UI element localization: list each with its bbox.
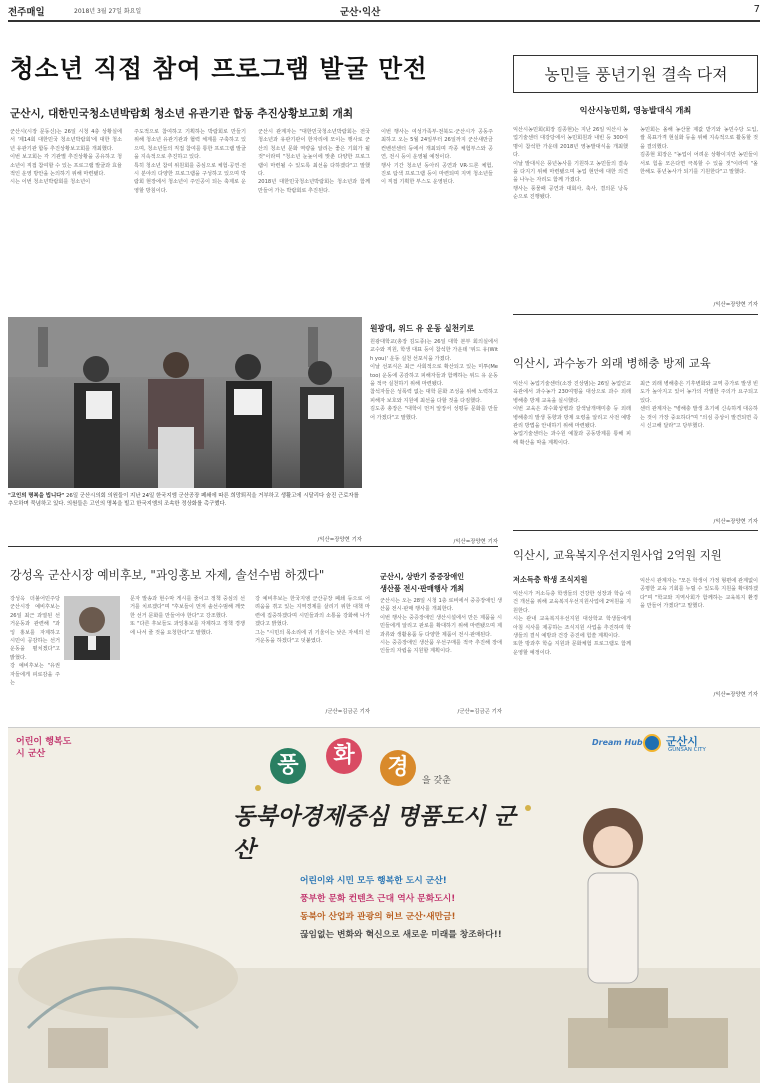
kang-col-2: 문자 발송과 현수막 게시를 줄이고 정책 중심의 선거를 치르겠다"며 "후보들이 먼저 솔선수범해 깨끗한 선거 문화를 만들어야 한다"고 강조했다. 또 "다른 후보들도 과잉홍보를 자제하고 정책 경쟁에 나서 줄 것을 요청한다"고 말했다. bbox=[130, 596, 245, 636]
ad-line-1: 어린이와 시민 모두 행복한 도시 군산! bbox=[300, 876, 447, 886]
wonkwang-title: 원광대, 위드 유 운동 실천키로 bbox=[370, 324, 475, 333]
ad-line-4: 끊임없는 변화와 혁신으로 새로운 미래를 창조하다!! bbox=[300, 930, 502, 940]
wonkwang-byline: /익산=장양현 기자 bbox=[453, 539, 498, 545]
issue-date: 2018년 3월 27일 화요일 bbox=[74, 8, 142, 15]
edu-subtitle: 저소득층 학생 조식지원 bbox=[513, 575, 588, 584]
ad-line-2: 풍부한 문화 컨텐츠 근대 역사 문화도시! bbox=[300, 894, 456, 904]
pest-col-2: 최근 외래 병해충은 기후변화와 교역 증가로 발생 빈도가 높아지고 있어 농가의 각별한 주의가 요구되고 있다. 센터 관계자는 "병해충 발생 초기에 신속하게 대응하는 것이 가장 중요하다"며 "의심 증상이 발견되면 즉시 신고해 달라"고 당부했다. bbox=[640, 381, 758, 430]
child-illustration bbox=[568, 798, 658, 998]
kang-portrait bbox=[64, 596, 120, 660]
council-photo bbox=[8, 317, 362, 488]
kang-title: 강성옥 군산시장 예비후보, "과잉홍보 자제, 솔선수범 하겠다" bbox=[10, 568, 325, 582]
ad-city-en: GUNSAN CITY bbox=[668, 747, 706, 753]
edu-byline: /익산=장양현 기자 bbox=[713, 692, 758, 698]
photo1-caption-title: "고인의 명복을 빕니다" bbox=[8, 493, 65, 499]
edu-col-2: 익산시 관계자는 "모든 학생이 가정 형편에 관계없이 공평한 교육 기회를 누릴 수 있도록 지원을 확대하겠다"며 "학교와 지역사회가 함께하는 교육복지 환경을 만들어 가겠다"고 말했다. bbox=[640, 578, 758, 610]
masthead bbox=[8, 4, 760, 18]
ad-line-3: 동북아 산업과 관광의 허브 군산·새만금! bbox=[300, 912, 456, 922]
city-logo-icon bbox=[643, 734, 661, 752]
ad-big-char-3: 경 bbox=[380, 750, 416, 786]
pest-title: 익산시, 과수농가 외래 병해충 방제 교육 bbox=[513, 356, 711, 370]
pest-col-1: 익산시 농업기술센터(소장 진상범)는 26일 농업인교육관에서 과수농가 230여명을 대상으로 과수 외래 병해충 방제 교육을 실시했다. 이번 교육은 과수화상병과 갈색날개매미충 등 외래 병해충의 발생 동향과 방제 요령을 알리고 사전 예방 관리 방법을 안내하기 위해 마련됐다. 농업기술센터는 과수원 예찰과 공동방제를 통해 피해 확산을 막을 계획이다. bbox=[513, 381, 631, 446]
section-name: 군산·익산 bbox=[340, 7, 381, 18]
person-4 bbox=[300, 361, 344, 488]
pest-byline: /익산=장양현 기자 bbox=[713, 519, 758, 525]
farm-col-2: 농민회는 올해 농산물 제값 받기와 농민수당 도입, 쌀 목표가격 현실화 등을 위해 지속적으로 활동할 것을 결의했다. 김종현 회장은 "농업이 어려운 상황이지만 농민들이 서로 힘을 모은다면 극복할 수 있을 것"이라며 "올 한해도 풍년농사가 되기를 기원한다"고 말했다. bbox=[640, 127, 758, 176]
lead-col-1: 군산시(시장 문동신)는 26일 시청 4층 상황실에서 '제14회 대한민국 청소년박람회'에 대한 청소년 유관기관 합동 추진상황보고회를 개최했다. 이번 보고회는 각 기관별 추진상황을 공유하고 청소년이 직접 참여할 수 있는 프로그램 발굴과 효율적인 운영 방안을 논의하기 위해 마련됐다. 시는 이번 청소년박람회를 청소년이 bbox=[10, 129, 122, 186]
disabled-byline: /군산=김금곤 기자 bbox=[457, 709, 502, 715]
child-figure-icon bbox=[568, 798, 658, 998]
ad-big-char-1: 풍 bbox=[270, 748, 306, 784]
ad-big-char-2: 화 bbox=[326, 738, 362, 774]
ad-suffix: 을 갖춘 bbox=[422, 776, 451, 786]
pest-bottom-rule bbox=[513, 530, 758, 531]
photo1-byline: /익산=장양현 기자 bbox=[317, 537, 362, 543]
ad-city-kr: 군산시 bbox=[666, 735, 698, 748]
ad-badge: Dream Hub bbox=[592, 738, 643, 747]
council-photo-illustration bbox=[8, 317, 362, 488]
farm-title: 농민들 풍년기원 결속 다져 bbox=[544, 65, 728, 84]
lead-col-2: 주도적으로 참여하고 기획하는 박람회로 만들기 위해 청소년 유관기관과 협력 체계를 구축하고 있으며, 청소년들의 직접 참여를 통한 프로그램 발굴을 지속적으로 추진하고 있다. 특히 청소년 참여 위원회를 중심으로 체험·공연·전시 분야의 다양한 프로그램을 구성하고 있으며 박람회 현장에서 청소년이 주인공이 되는 축제로 운영할 방침이다. bbox=[134, 129, 246, 194]
masthead-rule bbox=[8, 20, 760, 22]
ad-headline: 동북아경제중심 명품도시 군산 bbox=[233, 803, 516, 863]
disabled-body: 군산시는 오는 28일 시청 1층 로비에서 중증장애인 생산품 전시·판매 행사를 개최한다. 이번 행사는 중증장애인 생산시설에서 만든 제품을 시민들에게 알리고 판로를 확대하기 위해 마련됐으며 제과류와 생활용품 등 다양한 제품이 전시·판매된다. 시는 중증장애인 생산품 우선구매를 적극 추진해 장애인들의 자립을 지원할 계획이다. bbox=[380, 598, 502, 655]
kang-byline: /군산=김금곤 기자 bbox=[325, 709, 370, 715]
disabled-title: 군산시, 상반기 중증장애인 bbox=[380, 572, 465, 581]
page-number: 7 bbox=[753, 4, 760, 15]
lead-subtitle: 군산시, 대한민국청소년박람회 청소년 유관기관 합동 추진상황보고회 개최 bbox=[10, 108, 354, 120]
farm-byline: /익산=장양현 기자 bbox=[713, 302, 758, 308]
farm-col-1: 익산시농민회(회장 김종현)는 지난 26일 익산시 농업기술센터 대강당에서 농민회원과 내빈 등 300여명이 참석한 가운데 2018년 영농발대식을 개최했다. 이날 발대식은 풍년농사를 기원하고 농민들의 결속을 다지기 위해 마련됐으며 농업 현안에 대한 의견을 나누는 자리도 함께 가졌다. 행사는 풍물패 공연과 대회사, 축사, 결의문 낭독 순으로 진행됐다. bbox=[513, 127, 628, 201]
lead-col-3: 군산시 관계자는 "대한민국청소년박람회는 전국 청소년과 유관기관이 한자리에 모이는 행사로 군산의 청소년 문화 역량을 알리는 좋은 기회가 될 것"이라며 "청소년 눈높이에 맞춘 다양한 프로그램이 마련될 수 있도록 최선을 다하겠다"고 말했다. 2018년 대한민국청소년박람회는 청소년과 함께 만들어 가는 박람회로 추진된다. bbox=[258, 129, 370, 194]
kang-portrait-illustration bbox=[64, 596, 120, 660]
farm-bottom-rule bbox=[513, 314, 758, 315]
kang-col-3: 강 예비후보는 한국지엠 군산공장 폐쇄 등으로 어려움을 겪고 있는 지역경제를 살리기 위한 대책 마련에 집중하겠다며 시민들과의 소통을 강화해 나가겠다고 밝혔다. 그는 "시민의 목소리에 귀 기울이는 낮은 자세의 선거운동을 하겠다"고 덧붙였다. bbox=[255, 596, 370, 645]
disabled-title-2: 생산품 전시·판매행사 개최 bbox=[380, 584, 465, 593]
lead-col-4: 이번 행사는 여성가족부·전북도·군산시가 공동주최하고 오는 5월 24일부터 26일까지 군산새만금컨벤션센터 등에서 개최되며 각종 체험부스와 공연, 전시 등이 운영될 예정이다. 행사 기간 청소년 동아리 공연과 VR·드론 체험, 진로 탐색 프로그램 등이 마련되며 지역 청소년들이 직접 기획한 부스도 운영된다. bbox=[381, 129, 493, 186]
ad-tagline: 어린이 행복도시 군산 bbox=[16, 737, 72, 759]
city-advertisement bbox=[8, 727, 760, 1083]
paper-name: 전주매일 bbox=[8, 7, 45, 18]
farm-subtitle: 익산시농민회, 영농발대식 개최 bbox=[579, 105, 692, 115]
edu-col-1: 익산시가 저소득층 학생들의 건강한 성장과 학습 여건 개선을 위해 교육복지우선지원사업에 2억원을 지원한다. 시는 관내 교육복지우선지원 대상학교 학생들에게 아침 식사를 제공하는 조식지원 사업을 추진하며 학생들의 결식 예방과 건강 증진에 힘쓸 계획이다. 또한 방과후 학습 지원과 문화체험 프로그램도 함께 운영할 예정이다. bbox=[513, 591, 631, 656]
edu-title: 익산시, 교육복지우선지원사업 2억원 지원 bbox=[513, 548, 722, 562]
kang-top-rule bbox=[8, 546, 498, 547]
kang-col-1: 강성옥 더불어민주당 군산시장 예비후보는 26일 최근 과열된 선거운동과 관련해 "과잉 홍보를 자제하고 시민이 공감하는 선거운동을 펼치겠다"고 밝혔다. 강 예비후보는 "유권자들에게 피로감을 주는 bbox=[10, 596, 60, 687]
wonkwang-body: 원광대학교(총장 김도종)는 26일 대학 본부 회의실에서 교수와 직원, 학생 대표 등이 참석한 가운데 '위드 유(With you)' 운동 실천 선포식을 가졌다. 이날 선포식은 최근 사회적으로 확산되고 있는 미투(Me too) 운동에 공감하고 피해자들과 함께하는 위드 유 운동을 적극 실천하기 위해 마련됐다. 참석자들은 성폭력 없는 대학 문화 조성을 위해 노력하고 피해자 보호와 지원에 최선을 다할 것을 다짐했다. 김도종 총장은 "대학이 먼저 앞장서 성평등 문화를 만들어 가겠다"고 말했다. bbox=[370, 339, 498, 421]
lead-headline: 청소년 직접 참여 프로그램 발굴 만전 bbox=[10, 54, 428, 83]
photo1-caption-text: 26일 군산시의회 의원들이 지난 24일 한국지엠 군산공장 폐쇄에 따른 희망퇴직을 거부하고 생활고에 시달리다 숨진 근로자를 추모하며 묵념하고 있다. 의원들은 고인의 명복을 빌고 한국지엠의 조속한 정상화를 촉구했다. bbox=[8, 493, 359, 507]
photo1-caption bbox=[8, 492, 362, 524]
